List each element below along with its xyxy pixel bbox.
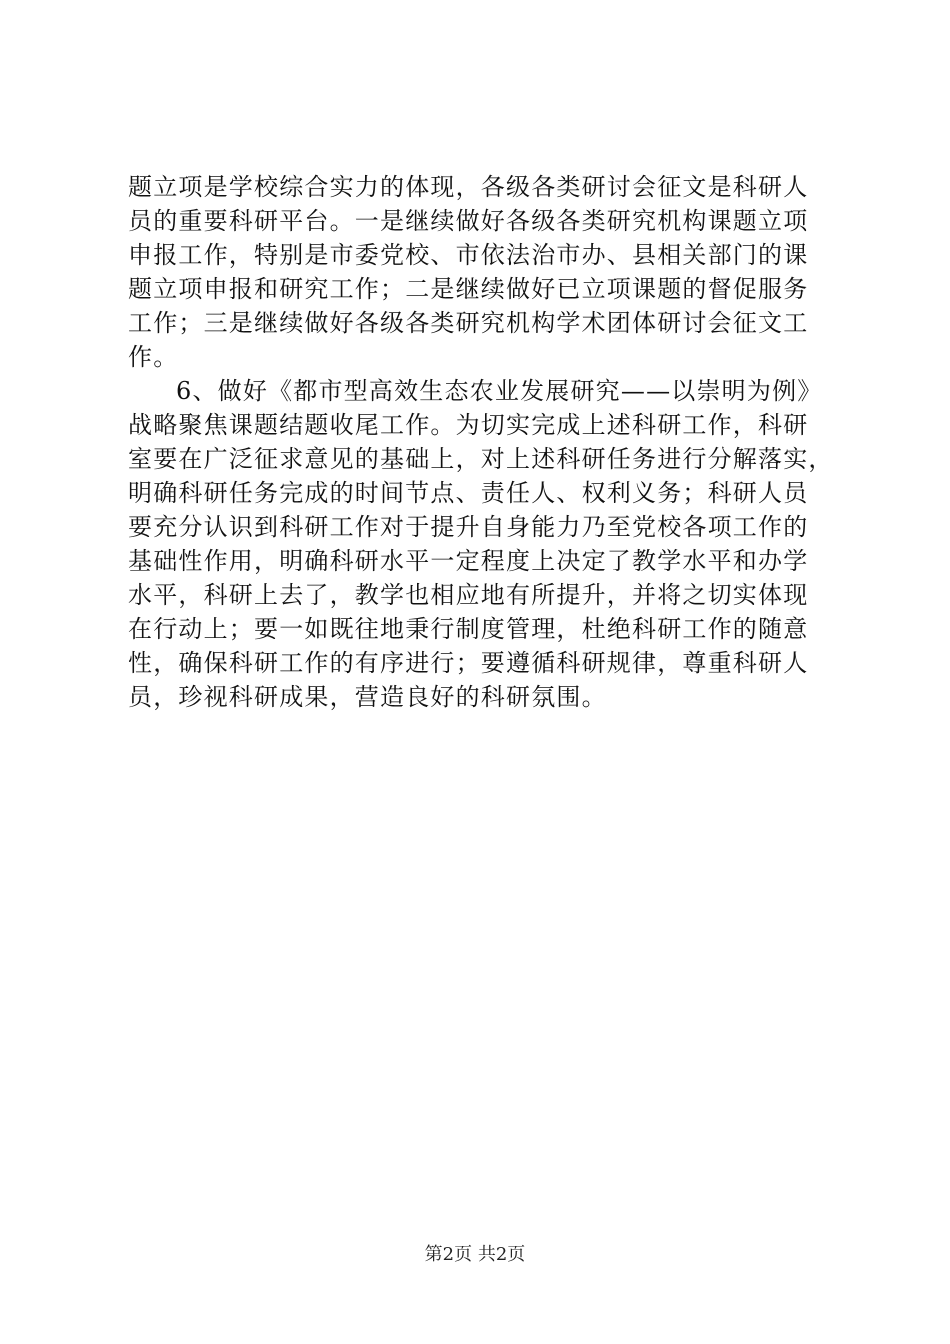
text-line-3: 申报工作，特别是市委党校、市依法治市办、县相关部门的课 bbox=[128, 241, 809, 269]
page-number-footer: 第2页 共2页 bbox=[424, 1244, 526, 1265]
text-line-7-paragraph-start: 6、做好《都市型高效生态农业发展研究——以崇明为例》 bbox=[176, 377, 823, 405]
text-line-11: 要充分认识到科研工作对于提升自身能力乃至党校各项工作的 bbox=[128, 513, 809, 541]
text-line-4: 题立项申报和研究工作；二是继续做好已立项课题的督促服务 bbox=[128, 275, 809, 303]
text-line-5: 工作；三是继续做好各级各类研究机构学术团体研讨会征文工 bbox=[128, 309, 809, 337]
text-line-1: 题立项是学校综合实力的体现，各级各类研讨会征文是科研人 bbox=[128, 173, 809, 201]
text-line-12: 基础性作用，明确科研水平一定程度上决定了教学水平和办学 bbox=[128, 547, 809, 575]
body-text bbox=[128, 170, 834, 714]
text-line-10: 明确科研任务完成的时间节点、责任人、权利义务；科研人员 bbox=[128, 479, 809, 507]
text-line-13: 水平，科研上去了，教学也相应地有所提升，并将之切实体现 bbox=[128, 581, 809, 609]
text-line-16: 员，珍视科研成果，营造良好的科研氛围。 bbox=[128, 683, 607, 711]
text-line-9: 室要在广泛征求意见的基础上，对上述科研任务进行分解落实， bbox=[128, 445, 834, 473]
text-line-8: 战略聚焦课题结题收尾工作。为切实完成上述科研工作，科研 bbox=[128, 411, 809, 439]
text-line-2: 员的重要科研平台。一是继续做好各级各类研究机构课题立项 bbox=[128, 207, 809, 235]
text-line-6: 作。 bbox=[128, 343, 179, 371]
text-line-14: 在行动上；要一如既往地秉行制度管理，杜绝科研工作的随意 bbox=[128, 615, 809, 643]
text-line-15: 性，确保科研工作的有序进行；要遵循科研规律，尊重科研人 bbox=[128, 649, 809, 677]
